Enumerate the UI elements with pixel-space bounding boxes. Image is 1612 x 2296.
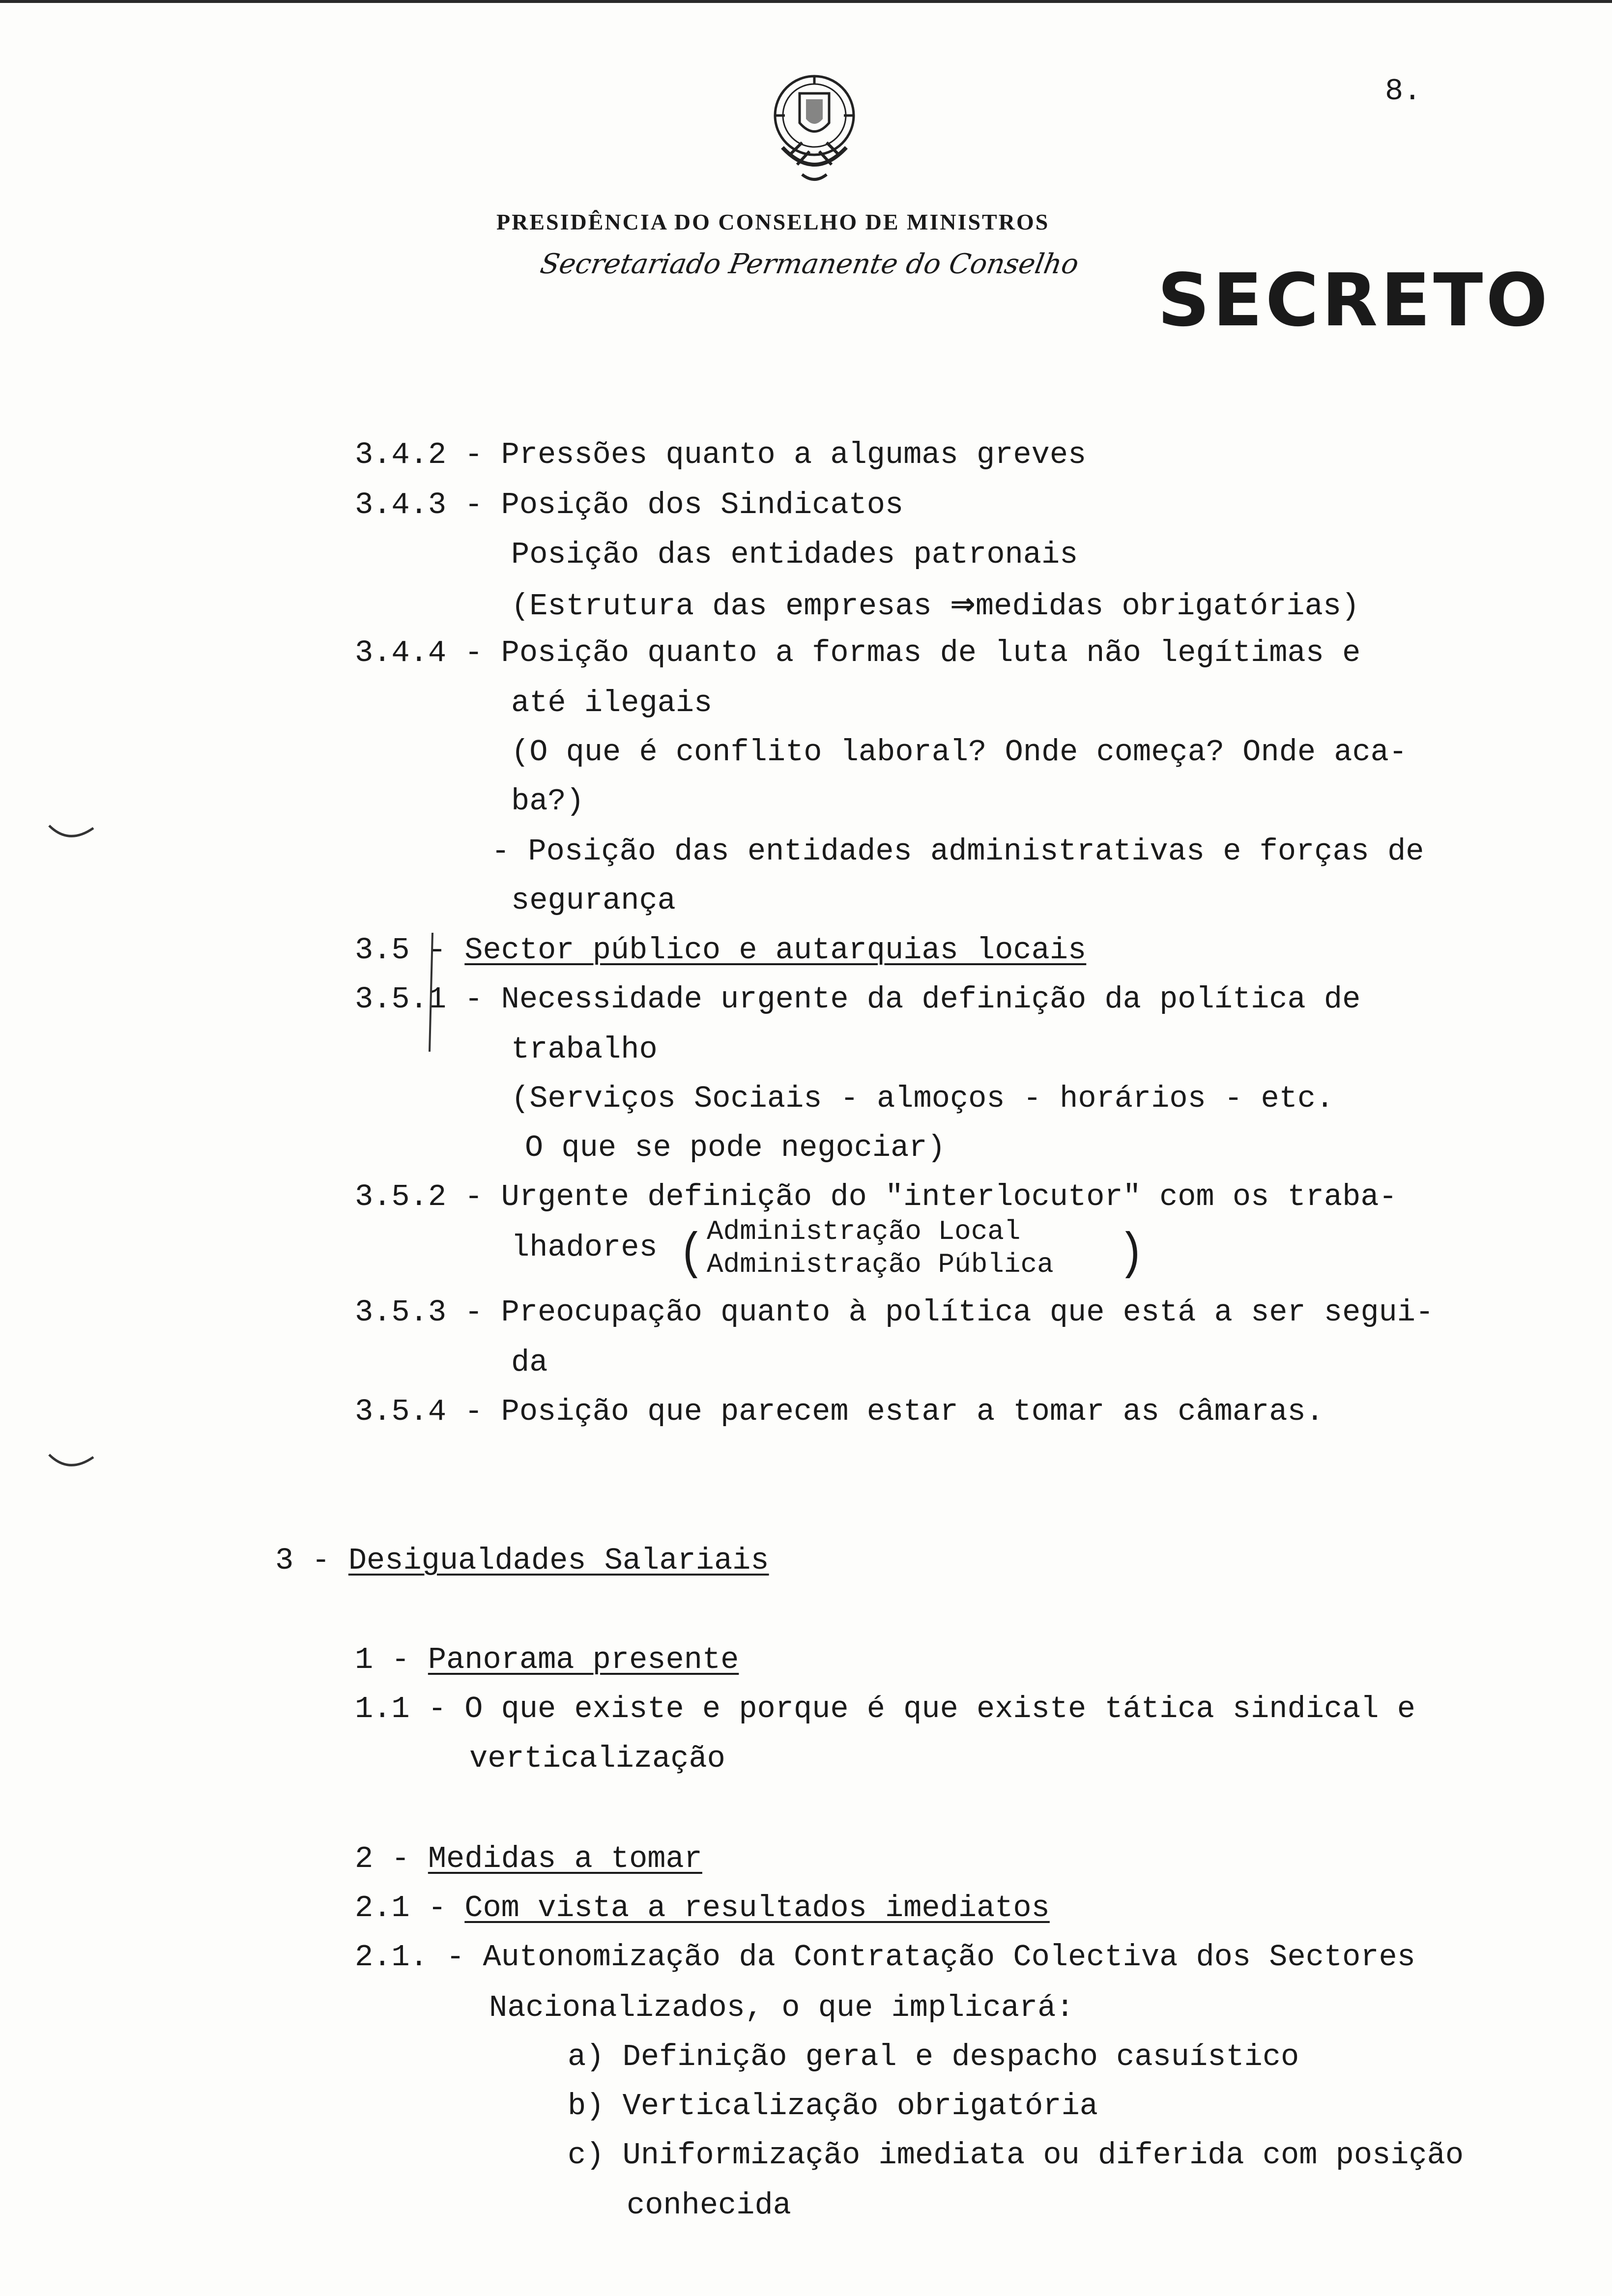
right-paren: ) xyxy=(1118,1226,1145,1284)
subsection-number: 2.1 - xyxy=(355,1891,465,1925)
section-3-heading xyxy=(275,1543,769,1578)
margin-check-mark xyxy=(47,818,96,848)
subsection-1-heading xyxy=(355,1642,739,1677)
item-3-5-2-line2: lhadores xyxy=(511,1230,658,1265)
item-1-1-line2: verticalização xyxy=(469,1741,725,1776)
subsection-title: Com vista a resultados imediatos xyxy=(464,1891,1050,1925)
item-3-4-3-line3 xyxy=(511,586,1360,624)
item-3-5-4: 3.5.4 - Posição que parecem estar a tomar as câmaras. xyxy=(355,1394,1324,1429)
item-3-5-3-line2: da xyxy=(511,1345,548,1380)
item-2-1-line2: Nacionalizados, o que implicará: xyxy=(489,1990,1074,2025)
admin-local: Administração Local xyxy=(707,1216,1021,1247)
item-3-4-2: 3.4.2 - Pressões quanto a algumas greves xyxy=(355,437,1087,472)
admin-publica: Administração Pública xyxy=(707,1249,1054,1280)
item-3-5-1-line4: O que se pode negociar) xyxy=(525,1130,946,1165)
list-item-c: c) Uniformização imediata ou diferida com posição xyxy=(568,2138,1464,2173)
item-2-1: 2.1. - Autonomização da Contratação Colectiva dos Sectores xyxy=(355,1940,1415,1975)
item-3-4-4-sub-line2: segurança xyxy=(511,883,676,918)
section-3-5-heading xyxy=(355,935,1086,966)
section-title: Desigualdades Salariais xyxy=(348,1543,769,1578)
secretariat-script-heading: Secretariado Permanente do Conselho xyxy=(538,248,1081,280)
list-item-c-line2: conhecida xyxy=(627,2188,791,2223)
secret-stamp: SECRETO xyxy=(1157,258,1551,343)
list-item-b: b) Verticalização obrigatória xyxy=(568,2089,1098,2124)
item-3-5-3: 3.5.3 - Preocupação quanto à política que está a ser segui- xyxy=(355,1295,1434,1330)
section-number: 3.5 - xyxy=(355,933,465,968)
item-3-5-1-line2: trabalho xyxy=(511,1032,658,1067)
margin-check-mark xyxy=(47,1447,96,1477)
item-1-1: 1.1 - O que existe e porque é que existe tática sindical e xyxy=(355,1692,1415,1726)
margin-pencil-stroke xyxy=(423,929,442,1057)
item-3-5-2: 3.5.2 - Urgente definição do "interlocutor" com os traba- xyxy=(355,1179,1397,1214)
page-number: 8. xyxy=(1385,74,1422,109)
subsection-title: Panorama presente xyxy=(428,1642,739,1677)
coat-of-arms-emblem xyxy=(763,69,866,192)
item-3-4-4: 3.4.4 - Posição quanto a formas de luta não legítimas e xyxy=(355,635,1361,670)
item-3-4-4-line4: ba?) xyxy=(511,784,584,819)
subsection-number: 2 - xyxy=(355,1841,428,1876)
top-edge-line xyxy=(0,0,1612,3)
section-number: 3 - xyxy=(275,1543,348,1578)
text-fragment: (Estrutura das empresas xyxy=(511,589,950,624)
section-title: Sector público e autarquias locais xyxy=(464,933,1087,968)
item-3-4-3-line2: Posição das entidades patronais xyxy=(511,537,1078,572)
left-paren: ( xyxy=(678,1226,705,1284)
item-3-4-4-line2: até ilegais xyxy=(511,686,713,720)
list-item-a: a) Definição geral e despacho casuístico xyxy=(568,2039,1299,2074)
item-3-4-3: 3.4.3 - Posição dos Sindicatos xyxy=(355,488,904,522)
implies-arrow-icon: ⇒ xyxy=(950,586,976,622)
subsection-2-1-heading xyxy=(355,1893,1050,1923)
presidency-heading: PRESIDÊNCIA DO CONSELHO DE MINISTROS xyxy=(496,209,1050,234)
subsection-title: Medidas a tomar xyxy=(428,1841,702,1876)
text-fragment: medidas obrigatórias) xyxy=(975,589,1360,624)
subsection-number: 1 - xyxy=(355,1642,428,1677)
item-3-5-1-line3: (Serviços Sociais - almoços - horários - etc. xyxy=(511,1081,1334,1116)
item-3-5-1: 3.5.1 - Necessidade urgente da definição da política de xyxy=(355,982,1361,1017)
item-3-4-4-sub: - Posição das entidades administrativas e forças de xyxy=(491,834,1424,869)
subsection-2-heading xyxy=(355,1841,702,1876)
item-3-4-4-line3: (O que é conflito laboral? Onde começa? Onde aca- xyxy=(511,735,1408,770)
